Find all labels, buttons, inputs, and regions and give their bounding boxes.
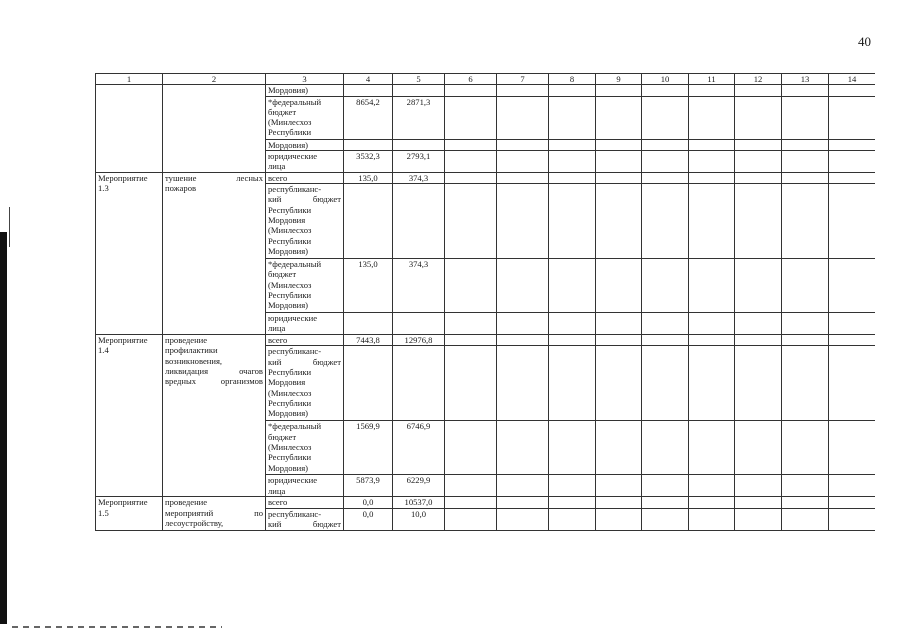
cell-empty [497,85,549,96]
cell-empty [393,313,445,335]
value-cell: 6746,9 [393,421,445,475]
header-cell: 12 [735,74,782,85]
source-cell: всего [266,497,344,508]
cell-empty [642,497,689,508]
cell-empty [445,96,497,139]
cell-empty [596,139,642,150]
cell-empty [642,475,689,497]
measure-label-1-3: Мероприятие 1.3 [96,172,163,334]
value-cell: 10,0 [393,508,445,530]
cell-empty [549,96,596,139]
scan-edge-line [9,207,10,247]
cell-empty [549,335,596,346]
cell-empty [782,150,829,172]
cell-empty [445,139,497,150]
value-cell: 3532,3 [344,150,393,172]
measure-desc-1-3: тушение лесных пожаров [163,172,266,334]
cell-empty [497,421,549,475]
header-cell: 2 [163,74,266,85]
table-row [96,172,876,183]
cell-empty [735,335,782,346]
cell-empty [497,508,549,530]
cell-empty [782,346,829,421]
cell-empty [735,497,782,508]
cell-empty [596,497,642,508]
value-cell: 1569,9 [344,421,393,475]
cell-empty [497,150,549,172]
header-cell: 7 [497,74,549,85]
cell-empty [596,96,642,139]
cell-empty [497,335,549,346]
value-cell: 135,0 [344,259,393,313]
source-cell: *федеральный бюджет (Минлесхоз Республики Мордовия) [266,259,344,313]
cell-empty [642,172,689,183]
cell-empty [735,346,782,421]
value-cell: 0,0 [344,508,393,530]
cell-empty [689,346,735,421]
cell-empty [445,85,497,96]
cell-empty [549,139,596,150]
source-cell: Мордовия) [266,85,344,96]
source-cell: всего [266,335,344,346]
cell-empty [549,85,596,96]
cell-empty [829,497,876,508]
cell-empty [829,508,876,530]
cell-empty [782,259,829,313]
source-cell: *федеральный бюджет (Минлесхоз Республики [266,96,344,139]
cell-empty [445,150,497,172]
cell-empty [344,184,393,259]
header-cell: 4 [344,74,393,85]
cell-empty [549,346,596,421]
source-cell: юридические лица [266,475,344,497]
cell-empty [735,85,782,96]
cell-empty [735,508,782,530]
cell-empty [344,313,393,335]
value-cell: 7443,8 [344,335,393,346]
header-row [96,74,876,85]
cell-empty [782,184,829,259]
value-cell: 5873,9 [344,475,393,497]
cell-empty [642,184,689,259]
cell-empty [782,313,829,335]
cell-empty [96,85,163,173]
cell-empty [393,184,445,259]
cell-empty [642,85,689,96]
cell-empty [689,96,735,139]
cell-empty [689,475,735,497]
cell-empty [829,335,876,346]
cell-empty [642,421,689,475]
cell-empty [596,172,642,183]
source-cell: Мордовия) [266,139,344,150]
cell-empty [642,96,689,139]
cell-empty [549,508,596,530]
cell-empty [735,475,782,497]
header-cell: 14 [829,74,876,85]
value-cell: 374,3 [393,172,445,183]
measure-desc-1-5: проведение мероприятий по лесоустройству, [163,497,266,530]
cell-empty [549,313,596,335]
header-cell: 11 [689,74,735,85]
cell-empty [829,85,876,96]
cell-empty [642,313,689,335]
page-number: 40 [858,34,871,49]
cell-empty [735,150,782,172]
table-row [96,497,876,508]
cell-empty [497,475,549,497]
source-cell: республиканс- кий бюджет Республики Мордовия (Минлесхоз Республики Мордовия) [266,184,344,259]
cell-empty [393,139,445,150]
value-cell: 12976,8 [393,335,445,346]
cell-empty [735,184,782,259]
cell-empty [782,475,829,497]
cell-empty [549,475,596,497]
cell-empty [596,313,642,335]
cell-empty [596,85,642,96]
value-cell: 10537,0 [393,497,445,508]
cell-empty [782,96,829,139]
cell-empty [497,497,549,508]
value-cell: 374,3 [393,259,445,313]
cell-empty [445,346,497,421]
cell-empty [596,508,642,530]
cell-empty [497,172,549,183]
cell-empty [163,85,266,173]
cell-empty [782,139,829,150]
scan-bottom-noise [12,626,222,628]
cell-empty [782,85,829,96]
cell-empty [735,259,782,313]
value-cell: 6229,9 [393,475,445,497]
cell-empty [497,259,549,313]
cell-empty [549,421,596,475]
cell-empty [393,85,445,96]
cell-empty [782,172,829,183]
cell-empty [689,172,735,183]
cell-empty [642,335,689,346]
cell-empty [829,172,876,183]
cell-empty [445,184,497,259]
value-cell: 2871,3 [393,96,445,139]
cell-empty [497,96,549,139]
cell-empty [596,335,642,346]
source-cell: республиканс- кий бюджет Республики Мордовия (Минлесхоз Республики Мордовия) [266,346,344,421]
scan-edge-shadow [0,232,7,624]
source-cell: всего [266,172,344,183]
cell-empty [344,346,393,421]
cell-empty [735,139,782,150]
cell-empty [596,184,642,259]
cell-empty [596,150,642,172]
cell-empty [596,475,642,497]
header-cell: 8 [549,74,596,85]
cell-empty [445,313,497,335]
cell-empty [829,184,876,259]
cell-empty [689,335,735,346]
cell-empty [689,421,735,475]
value-cell: 2793,1 [393,150,445,172]
cell-empty [829,259,876,313]
cell-empty [735,313,782,335]
cell-empty [445,335,497,346]
cell-empty [782,508,829,530]
cell-empty [445,497,497,508]
header-cell: 1 [96,74,163,85]
cell-empty [829,150,876,172]
cell-empty [829,313,876,335]
cell-empty [344,139,393,150]
value-cell: 8654,2 [344,96,393,139]
cell-empty [689,150,735,172]
cell-empty [596,259,642,313]
cell-empty [549,259,596,313]
cell-empty [689,259,735,313]
measure-label-1-5: Мероприятие 1.5 [96,497,163,530]
cell-empty [642,259,689,313]
header-cell: 13 [782,74,829,85]
cell-empty [596,421,642,475]
cell-empty [642,150,689,172]
cell-empty [445,421,497,475]
cell-empty [497,184,549,259]
cell-empty [497,346,549,421]
table-row [96,335,876,346]
cell-empty [497,139,549,150]
table-row [96,85,876,96]
header-cell: 10 [642,74,689,85]
header-cell: 9 [596,74,642,85]
source-cell: юридические лица [266,313,344,335]
source-cell: юридические лица [266,150,344,172]
cell-empty [445,508,497,530]
cell-empty [689,85,735,96]
value-cell: 0,0 [344,497,393,508]
source-cell: республиканс- кий бюджет [266,508,344,530]
header-cell: 3 [266,74,344,85]
cell-empty [642,346,689,421]
cell-empty [782,421,829,475]
cell-empty [689,139,735,150]
cell-empty [445,259,497,313]
cell-empty [829,475,876,497]
cell-empty [829,421,876,475]
cell-empty [642,139,689,150]
cell-empty [735,172,782,183]
cell-empty [549,150,596,172]
cell-empty [829,96,876,139]
cell-empty [689,508,735,530]
source-cell: *федеральный бюджет (Минлесхоз Республики Мордовия) [266,421,344,475]
cell-empty [642,508,689,530]
budget-table-wrapper [95,73,875,549]
cell-empty [782,335,829,346]
cell-empty [445,475,497,497]
cell-empty [689,497,735,508]
measure-desc-1-4: проведение профилактики возникновения, ликвидация очагов вредных организмов [163,335,266,497]
cell-empty [596,346,642,421]
cell-empty [344,85,393,96]
header-cell: 5 [393,74,445,85]
cell-empty [445,172,497,183]
cell-empty [549,497,596,508]
cell-empty [829,139,876,150]
budget-table [95,73,875,531]
cell-empty [497,313,549,335]
cell-empty [735,421,782,475]
cell-empty [549,172,596,183]
cell-empty [735,96,782,139]
header-cell: 6 [445,74,497,85]
cell-empty [689,184,735,259]
cell-empty [782,497,829,508]
cell-empty [829,346,876,421]
cell-empty [393,346,445,421]
measure-label-1-4: Мероприятие 1.4 [96,335,163,497]
cell-empty [549,184,596,259]
cell-empty [689,313,735,335]
value-cell: 135,0 [344,172,393,183]
